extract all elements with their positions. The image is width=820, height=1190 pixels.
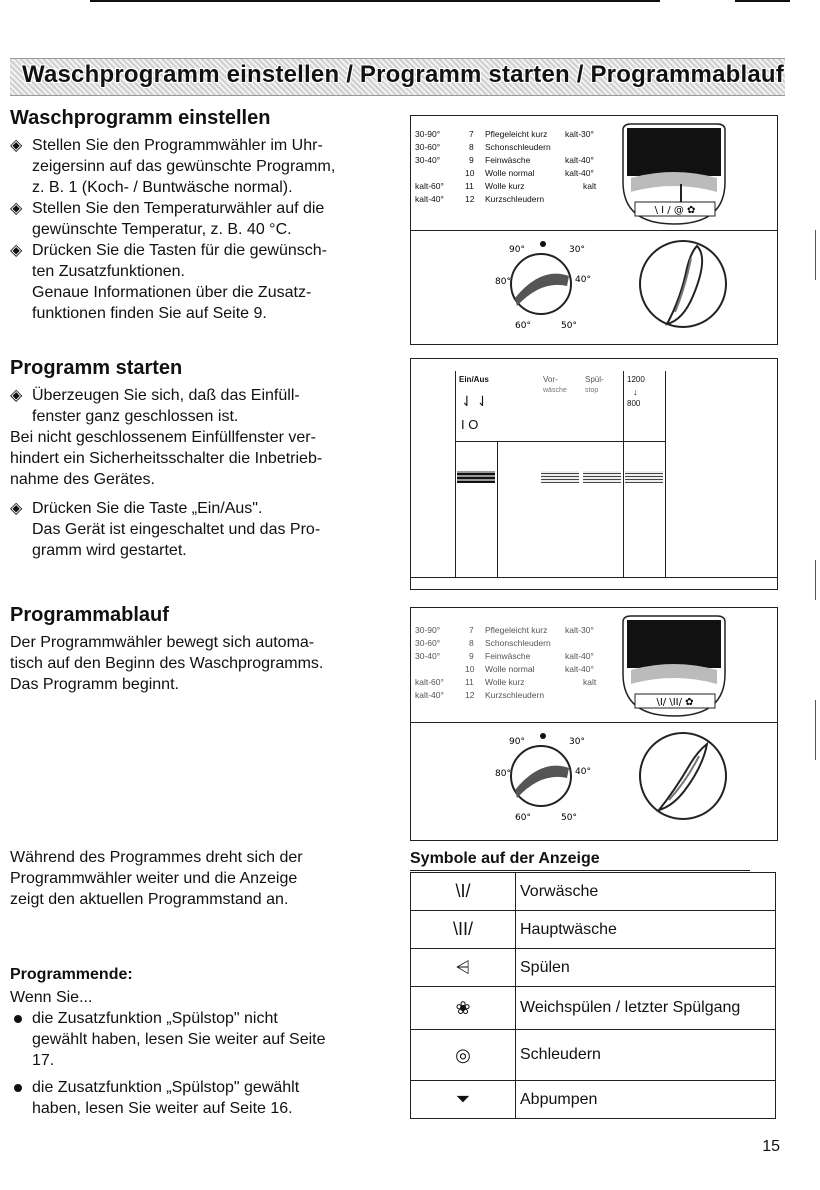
- symbol-label: Spülen: [516, 949, 776, 987]
- line: Während des Programmes dreht sich der: [10, 849, 303, 866]
- temperature-dial-icon: [481, 236, 611, 332]
- instruction-3: [10, 240, 390, 282]
- line: Überzeugen Sie sich, daß das Einfüll-: [32, 387, 300, 404]
- symbols-title: Symbole auf der Anzeige: [410, 850, 600, 867]
- io-icon: I O: [461, 417, 479, 432]
- divider: [455, 441, 665, 442]
- top-rule: [90, 0, 660, 2]
- table-row: [411, 987, 776, 1030]
- line: Drücken Sie die Taste „Ein/Aus".: [32, 500, 263, 517]
- temp: 30-60°: [415, 638, 441, 648]
- num: 12: [465, 690, 475, 700]
- panel-divider: [411, 722, 777, 723]
- section-programmablauf: [10, 605, 390, 695]
- temp: kalt-60°: [415, 181, 444, 191]
- svg-text:\I/ \II/ ✿: \I/ \II/ ✿: [656, 697, 694, 708]
- display-window-icon: [621, 122, 727, 226]
- num: 11: [465, 677, 474, 687]
- symbol-label: Abpumpen: [516, 1081, 776, 1119]
- svg-text:\ I / @ ✿: \ I / @ ✿: [654, 205, 696, 216]
- spuelstop-button[interactable]: [583, 471, 621, 483]
- note: [10, 282, 390, 324]
- schleudern-icon: ◎: [411, 1030, 516, 1081]
- section-programm-starten: [10, 358, 390, 561]
- instruction-1: [10, 135, 390, 198]
- vorwaesche-button[interactable]: [541, 471, 579, 483]
- bullet-dot-icon: [14, 1084, 22, 1092]
- dial-90: 90°: [509, 737, 525, 747]
- section3-heading: Programmablauf: [10, 604, 169, 626]
- dial-60: 60°: [515, 321, 531, 331]
- num: 7: [469, 129, 474, 139]
- alt: kalt-40°: [565, 155, 594, 165]
- diamond-bullet-icon: ◈: [10, 242, 23, 259]
- line: Das Programm beginnt.: [10, 676, 179, 693]
- name: Pflegeleicht kurz: [485, 129, 548, 139]
- line: hindert ein Sicherheitsschalter die Inbetrieb-: [10, 450, 323, 467]
- check-instruction: [10, 385, 390, 427]
- program-knob-icon: [637, 730, 729, 822]
- line: haben, lesen Sie weiter auf Seite 16.: [32, 1100, 293, 1117]
- dial-80: 80°: [495, 277, 511, 287]
- line: z. B. 1 (Koch- / Buntwäsche normal).: [32, 179, 293, 196]
- dial-90: 90°: [509, 245, 525, 255]
- abpumpen-icon: ⏷: [411, 1081, 516, 1119]
- line: Programmwähler weiter und die Anzeige: [10, 870, 298, 887]
- right-edge-mark: [815, 700, 816, 760]
- panel-divider: [411, 230, 777, 231]
- num: 11: [465, 181, 474, 191]
- symbols-table: [410, 872, 776, 1119]
- vorwaesche-icon: \I/: [411, 873, 516, 911]
- temp: 30-40°: [415, 651, 441, 661]
- table-row: [411, 1081, 776, 1119]
- right-edge-mark: [815, 230, 816, 280]
- name: Pflegeleicht kurz: [485, 625, 548, 635]
- alt: kalt: [583, 677, 597, 687]
- line: Stellen Sie den Temperaturwähler auf die: [32, 200, 325, 217]
- line: Stellen Sie den Programmwähler im Uhr-: [32, 137, 323, 154]
- banner-title: Waschprogramm einstellen / Programm starten / Programmablauf: [22, 61, 784, 88]
- num: 8: [469, 142, 474, 152]
- line: die Zusatzfunktion „Spülstop" nicht: [32, 1010, 278, 1027]
- dial-40: 40°: [575, 275, 591, 285]
- num: 10: [465, 168, 475, 178]
- num: 12: [465, 194, 475, 204]
- section1-heading: Waschprogramm einstellen: [10, 107, 271, 129]
- hauptwaesche-icon: \II/: [411, 911, 516, 949]
- start-instruction: [10, 498, 390, 561]
- temp: kalt-40°: [415, 690, 444, 700]
- line: Wenn Sie...: [10, 989, 93, 1006]
- section-programmablauf-cont: [10, 847, 390, 910]
- rpm-button[interactable]: [625, 471, 663, 483]
- symbol-label: Hauptwäsche: [516, 911, 776, 949]
- dial-50: 50°: [561, 321, 577, 331]
- rpm-1200: 1200: [627, 375, 645, 384]
- dial-80: 80°: [495, 769, 511, 779]
- line: fenster ganz geschlossen ist.: [32, 408, 239, 425]
- line: gewählt haben, lesen Sie weiter auf Seite: [32, 1031, 326, 1048]
- diamond-bullet-icon: ◈: [10, 200, 23, 217]
- program-knob-icon: [637, 238, 729, 330]
- rpm-800: 800: [627, 399, 641, 408]
- page-banner: [10, 58, 785, 96]
- alt: kalt: [583, 181, 597, 191]
- symbol-label: Schleudern: [516, 1030, 776, 1081]
- program-panel-2: [410, 607, 778, 841]
- num: 9: [469, 651, 474, 661]
- control-panel: [410, 358, 778, 590]
- temperature-dial-icon: [481, 728, 611, 824]
- temp: 30-60°: [415, 142, 441, 152]
- table-row: [411, 949, 776, 987]
- line: Drücken Sie die Tasten für die gewünsch-: [32, 242, 327, 259]
- spuel-label-2: stop: [585, 387, 599, 394]
- list-item: [10, 1077, 390, 1119]
- line: Genaue Informationen über die Zusatz-: [32, 284, 312, 301]
- divider: [665, 371, 666, 577]
- list-item: [10, 1008, 390, 1071]
- programmende-heading: Programmende:: [10, 966, 133, 983]
- divider: [497, 441, 498, 577]
- num: 8: [469, 638, 474, 648]
- page-number: 15: [762, 1138, 780, 1155]
- dial-40: 40°: [575, 767, 591, 777]
- section2-heading: Programm starten: [10, 357, 183, 379]
- dial-30: 30°: [569, 245, 585, 255]
- spuelen-icon: ⩤: [411, 949, 516, 987]
- symbol-label: Weichspülen / letzter Spülgang: [516, 987, 776, 1030]
- temp: 30-90°: [415, 625, 441, 635]
- diamond-bullet-icon: ◈: [10, 387, 23, 404]
- vor-label-2: wäsche: [543, 387, 567, 394]
- spuel-label: Spül-: [585, 375, 604, 384]
- onoff-button[interactable]: [457, 471, 495, 483]
- divider: [623, 371, 624, 577]
- display-window-icon: [621, 614, 727, 718]
- vor-label: Vor-: [543, 375, 558, 384]
- dial-60: 60°: [515, 813, 531, 823]
- section-waschprogramm: [10, 108, 390, 324]
- symbol-label: Vorwäsche: [516, 873, 776, 911]
- temp: kalt-60°: [415, 677, 444, 687]
- name: Schonschleudern: [485, 142, 551, 152]
- line: 17.: [32, 1052, 55, 1069]
- diamond-bullet-icon: ◈: [10, 137, 23, 154]
- line: Bei nicht geschlossenem Einfüllfenster ver-: [10, 429, 316, 446]
- alt: kalt-30°: [565, 129, 594, 139]
- name: Wolle kurz: [485, 677, 525, 687]
- divider: [455, 371, 456, 577]
- program-list: [415, 624, 615, 724]
- table-row: [411, 911, 776, 949]
- line: tisch auf den Beginn des Waschprogramms.: [10, 655, 324, 672]
- panel-divider: [411, 577, 777, 578]
- onoff-label: Ein/Aus: [459, 375, 489, 384]
- program-panel-1: [410, 115, 778, 345]
- name: Wolle kurz: [485, 181, 525, 191]
- table-row: [411, 1030, 776, 1081]
- num: 10: [465, 664, 475, 674]
- num: 9: [469, 155, 474, 165]
- name: Wolle normal: [485, 664, 535, 674]
- alt: kalt-40°: [565, 651, 594, 661]
- temp: 30-40°: [415, 155, 441, 165]
- line: Der Programmwähler bewegt sich automa-: [10, 634, 315, 651]
- line: ten Zusatzfunktionen.: [32, 263, 185, 280]
- top-rule-right: [735, 0, 790, 2]
- name: Wolle normal: [485, 168, 535, 178]
- weichspuelen-icon: ❀: [411, 987, 516, 1030]
- program-list: [415, 128, 615, 228]
- instruction-2: [10, 198, 390, 240]
- power-icon: ⇃ ⇃: [461, 393, 489, 409]
- line: zeigt den aktuellen Programmstand an.: [10, 891, 289, 908]
- rpm-arrow-icon: ↓: [633, 387, 638, 397]
- line: nahme des Gerätes.: [10, 471, 155, 488]
- dial-50: 50°: [561, 813, 577, 823]
- line: Das Gerät ist eingeschaltet und das Pro-: [32, 521, 321, 538]
- line: gewünschte Temperatur, z. B. 40 °C.: [32, 221, 292, 238]
- name: Kurzschleudern: [485, 194, 545, 204]
- num: 7: [469, 625, 474, 635]
- alt: kalt-30°: [565, 625, 594, 635]
- bullet-dot-icon: [14, 1015, 22, 1023]
- temp: 30-90°: [415, 129, 441, 139]
- name: Feinwäsche: [485, 155, 531, 165]
- line: funktionen finden Sie auf Seite 9.: [32, 305, 267, 322]
- temp: kalt-40°: [415, 194, 444, 204]
- line: gramm wird gestartet.: [32, 542, 187, 559]
- alt: kalt-40°: [565, 168, 594, 178]
- section-programmende: [10, 964, 390, 1119]
- name: Kurzschleudern: [485, 690, 545, 700]
- name: Feinwäsche: [485, 651, 531, 661]
- diamond-bullet-icon: ◈: [10, 500, 23, 517]
- line: zeigersinn auf das gewünschte Programm,: [32, 158, 336, 175]
- line: die Zusatzfunktion „Spülstop" gewählt: [32, 1079, 300, 1096]
- alt: kalt-40°: [565, 664, 594, 674]
- table-row: [411, 873, 776, 911]
- dial-30: 30°: [569, 737, 585, 747]
- name: Schonschleudern: [485, 638, 551, 648]
- right-edge-mark: [815, 560, 816, 600]
